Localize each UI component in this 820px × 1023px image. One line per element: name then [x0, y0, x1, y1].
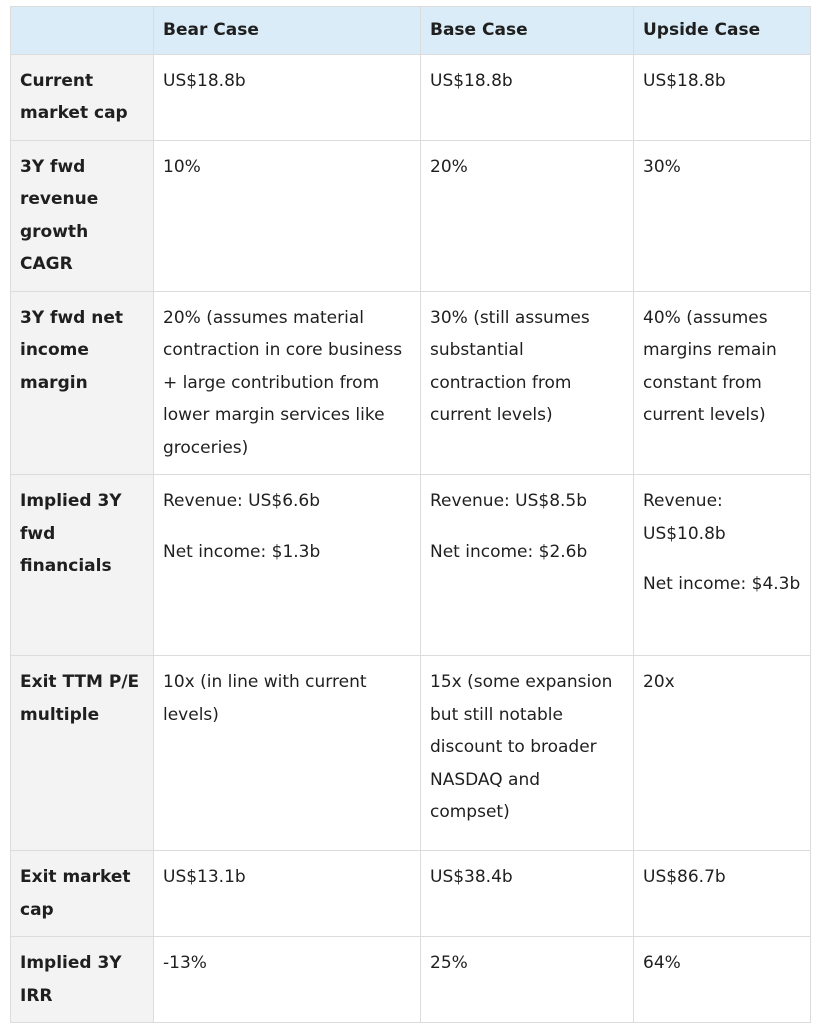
base-cell: 30% (still assumes substantial contraction from current levels) — [421, 291, 634, 475]
upside-cell: US$86.7b — [634, 851, 811, 937]
bear-cell: US$18.8b — [154, 54, 421, 140]
bear-cell: 10% — [154, 140, 421, 291]
bear-cell: 20% (assumes material contraction in core business + large contribution from lower margin services like groceries) — [154, 291, 421, 475]
bear-cell: 10x (in line with current levels) — [154, 656, 421, 851]
header-upside-case: Upside Case — [634, 7, 811, 55]
revenue-text: Revenue: US$10.8b — [643, 491, 726, 544]
table-row — [11, 656, 811, 851]
upside-cell: 20x — [634, 656, 811, 851]
base-cell: US$18.8b — [421, 54, 634, 140]
table-row — [11, 937, 811, 1023]
row-label: Current market cap — [11, 54, 154, 140]
revenue-text: Revenue: US$6.6b — [163, 491, 321, 511]
table-row — [11, 291, 811, 475]
row-label: Implied 3Y fwd financials — [11, 475, 154, 656]
row-label: Exit TTM P/E multiple — [11, 656, 154, 851]
upside-cell: 30% — [634, 140, 811, 291]
table-row — [11, 851, 811, 937]
table-row — [11, 54, 811, 140]
base-cell: 25% — [421, 937, 634, 1023]
base-cell: 20% — [421, 140, 634, 291]
table-row — [11, 475, 811, 656]
row-label: 3Y fwd net income margin — [11, 291, 154, 475]
header-corner — [11, 7, 154, 55]
bear-cell — [154, 475, 421, 656]
header-row — [11, 7, 811, 55]
revenue-text: Revenue: US$8.5b — [430, 491, 588, 511]
upside-cell — [634, 475, 811, 656]
upside-cell: US$18.8b — [634, 54, 811, 140]
upside-cell: 64% — [634, 937, 811, 1023]
base-cell — [421, 475, 634, 656]
upside-cell: 40% (assumes margins remain constant from current levels) — [634, 291, 811, 475]
bear-cell: -13% — [154, 937, 421, 1023]
row-label: 3Y fwd revenue growth CAGR — [11, 140, 154, 291]
base-cell: 15x (some expansion but still notable discount to broader NASDAQ and compset) — [421, 656, 634, 851]
table-row — [11, 140, 811, 291]
row-label: Exit market cap — [11, 851, 154, 937]
scenario-table — [10, 6, 811, 1023]
net-income-text: Net income: $2.6b — [430, 541, 588, 562]
net-income-text: Net income: $1.3b — [163, 541, 321, 562]
header-base-case: Base Case — [421, 7, 634, 55]
bear-cell: US$13.1b — [154, 851, 421, 937]
net-income-text: Net income: $4.3b — [643, 574, 801, 594]
header-bear-case: Bear Case — [154, 7, 421, 55]
base-cell: US$38.4b — [421, 851, 634, 937]
row-label: Implied 3Y IRR — [11, 937, 154, 1023]
